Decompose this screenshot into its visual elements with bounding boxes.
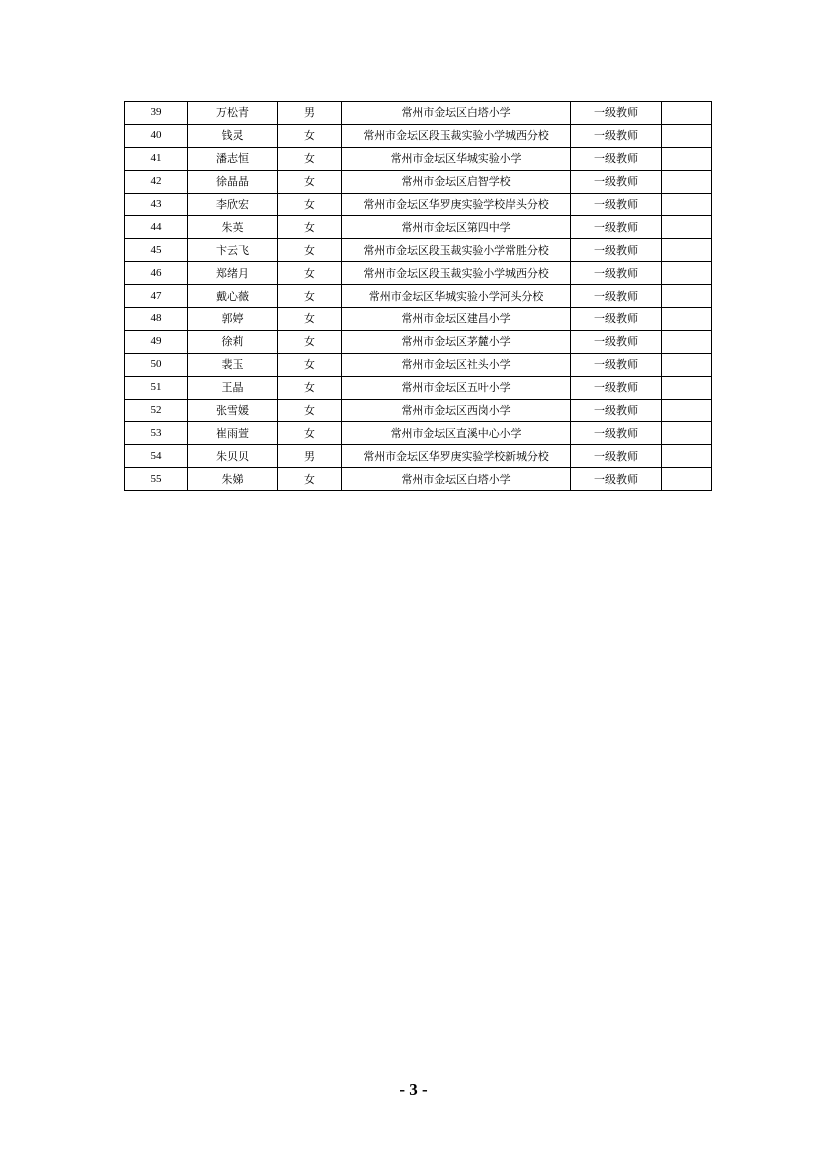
school-cell: 常州市金坛区社头小学 [342, 353, 571, 376]
table-row [125, 399, 712, 422]
teacher-name-cell: 崔雨萱 [188, 422, 278, 445]
note-cell [662, 399, 712, 422]
title-cell: 一级教师 [571, 353, 662, 376]
teacher-name-cell: 朱娣 [188, 468, 278, 491]
gender-cell: 女 [278, 147, 342, 170]
school-cell: 常州市金坛区西岗小学 [342, 399, 571, 422]
title-cell: 一级教师 [571, 170, 662, 193]
teacher-name-cell: 潘志恒 [188, 147, 278, 170]
row-number-cell: 39 [125, 102, 188, 125]
page-number: - 3 - [399, 1080, 428, 1099]
row-number-cell: 41 [125, 147, 188, 170]
table-row [125, 445, 712, 468]
school-cell: 常州市金坛区段玉裁实验小学城西分校 [342, 262, 571, 285]
table-row [125, 193, 712, 216]
teacher-name-cell: 郑绪月 [188, 262, 278, 285]
gender-cell: 女 [278, 193, 342, 216]
school-cell: 常州市金坛区白塔小学 [342, 102, 571, 125]
school-cell: 常州市金坛区直溪中心小学 [342, 422, 571, 445]
gender-cell: 女 [278, 353, 342, 376]
gender-cell: 女 [278, 285, 342, 308]
teacher-name-cell: 徐晶晶 [188, 170, 278, 193]
row-number-cell: 43 [125, 193, 188, 216]
gender-cell: 女 [278, 399, 342, 422]
row-number-cell: 50 [125, 353, 188, 376]
note-cell [662, 102, 712, 125]
title-cell: 一级教师 [571, 376, 662, 399]
note-cell [662, 262, 712, 285]
gender-cell: 女 [278, 330, 342, 353]
table-row [125, 468, 712, 491]
table-row [125, 285, 712, 308]
row-number-cell: 55 [125, 468, 188, 491]
title-cell: 一级教师 [571, 468, 662, 491]
table-row [125, 330, 712, 353]
note-cell [662, 445, 712, 468]
gender-cell: 女 [278, 262, 342, 285]
title-cell: 一级教师 [571, 422, 662, 445]
note-cell [662, 124, 712, 147]
gender-cell: 男 [278, 445, 342, 468]
note-cell [662, 376, 712, 399]
teacher-name-cell: 朱贝贝 [188, 445, 278, 468]
title-cell: 一级教师 [571, 445, 662, 468]
teacher-name-cell: 钱灵 [188, 124, 278, 147]
note-cell [662, 216, 712, 239]
table-row [125, 147, 712, 170]
table-row [125, 308, 712, 331]
title-cell: 一级教师 [571, 262, 662, 285]
school-cell: 常州市金坛区段玉裁实验小学城西分校 [342, 124, 571, 147]
gender-cell: 女 [278, 376, 342, 399]
title-cell: 一级教师 [571, 239, 662, 262]
teacher-name-cell: 郭婷 [188, 308, 278, 331]
roster-body [125, 102, 712, 491]
table-row [125, 239, 712, 262]
teacher-name-cell: 李欣宏 [188, 193, 278, 216]
row-number-cell: 42 [125, 170, 188, 193]
school-cell: 常州市金坛区建昌小学 [342, 308, 571, 331]
note-cell [662, 422, 712, 445]
row-number-cell: 52 [125, 399, 188, 422]
table-row [125, 353, 712, 376]
table-row [125, 262, 712, 285]
school-cell: 常州市金坛区茅麓小学 [342, 330, 571, 353]
gender-cell: 女 [278, 308, 342, 331]
row-number-cell: 48 [125, 308, 188, 331]
note-cell [662, 285, 712, 308]
teacher-name-cell: 万松青 [188, 102, 278, 125]
note-cell [662, 330, 712, 353]
table-row [125, 422, 712, 445]
school-cell: 常州市金坛区华城实验小学 [342, 147, 571, 170]
school-cell: 常州市金坛区段玉裁实验小学常胜分校 [342, 239, 571, 262]
title-cell: 一级教师 [571, 308, 662, 331]
row-number-cell: 49 [125, 330, 188, 353]
note-cell [662, 147, 712, 170]
gender-cell: 女 [278, 170, 342, 193]
title-cell: 一级教师 [571, 285, 662, 308]
row-number-cell: 53 [125, 422, 188, 445]
school-cell: 常州市金坛区白塔小学 [342, 468, 571, 491]
teacher-name-cell: 张雪媛 [188, 399, 278, 422]
note-cell [662, 170, 712, 193]
gender-cell: 女 [278, 422, 342, 445]
note-cell [662, 308, 712, 331]
note-cell [662, 239, 712, 262]
school-cell: 常州市金坛区启智学校 [342, 170, 571, 193]
school-cell: 常州市金坛区华城实验小学河头分校 [342, 285, 571, 308]
row-number-cell: 46 [125, 262, 188, 285]
table-row [125, 376, 712, 399]
note-cell [662, 193, 712, 216]
gender-cell: 女 [278, 239, 342, 262]
row-number-cell: 40 [125, 124, 188, 147]
school-cell: 常州市金坛区第四中学 [342, 216, 571, 239]
teacher-name-cell: 卞云飞 [188, 239, 278, 262]
table-row [125, 124, 712, 147]
title-cell: 一级教师 [571, 102, 662, 125]
gender-cell: 男 [278, 102, 342, 125]
table-row [125, 170, 712, 193]
teacher-name-cell: 徐莉 [188, 330, 278, 353]
title-cell: 一级教师 [571, 330, 662, 353]
gender-cell: 女 [278, 216, 342, 239]
teacher-roster-table [124, 101, 712, 491]
school-cell: 常州市金坛区五叶小学 [342, 376, 571, 399]
title-cell: 一级教师 [571, 147, 662, 170]
title-cell: 一级教师 [571, 399, 662, 422]
row-number-cell: 54 [125, 445, 188, 468]
teacher-name-cell: 王晶 [188, 376, 278, 399]
gender-cell: 女 [278, 468, 342, 491]
row-number-cell: 51 [125, 376, 188, 399]
row-number-cell: 45 [125, 239, 188, 262]
school-cell: 常州市金坛区华罗庚实验学校岸头分校 [342, 193, 571, 216]
row-number-cell: 44 [125, 216, 188, 239]
gender-cell: 女 [278, 124, 342, 147]
note-cell [662, 353, 712, 376]
school-cell: 常州市金坛区华罗庚实验学校新城分校 [342, 445, 571, 468]
teacher-name-cell: 戴心薇 [188, 285, 278, 308]
title-cell: 一级教师 [571, 216, 662, 239]
title-cell: 一级教师 [571, 124, 662, 147]
row-number-cell: 47 [125, 285, 188, 308]
note-cell [662, 468, 712, 491]
table-row [125, 216, 712, 239]
title-cell: 一级教师 [571, 193, 662, 216]
teacher-name-cell: 朱英 [188, 216, 278, 239]
table-row [125, 102, 712, 125]
teacher-name-cell: 裴玉 [188, 353, 278, 376]
